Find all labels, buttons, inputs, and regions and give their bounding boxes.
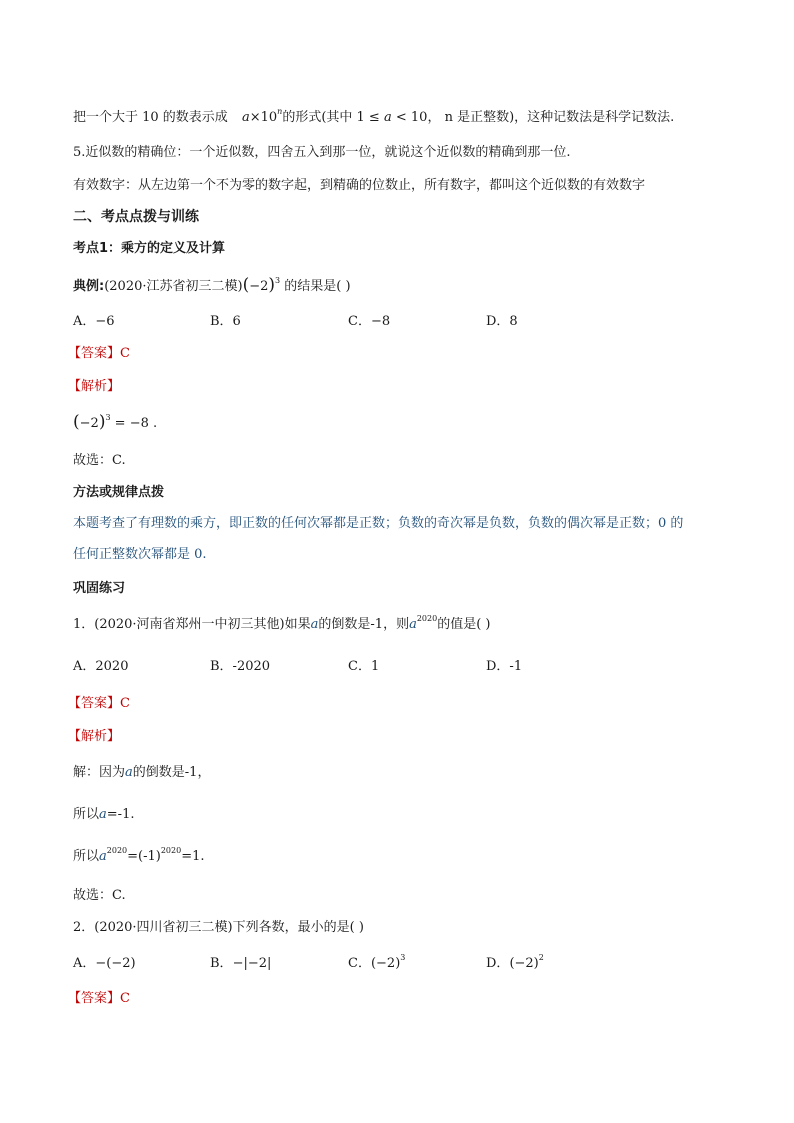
- sci-formula-times: ×10: [249, 110, 278, 125]
- q1-suffix: 的值是( ): [437, 617, 491, 632]
- solution-exp: 3: [105, 413, 111, 422]
- q2-option-c-base: (−2): [370, 956, 401, 971]
- q1-sol3-mid: =(-1): [127, 849, 161, 864]
- q1-sol3-exp2: 2020: [160, 846, 182, 855]
- sci-range: [357, 110, 428, 125]
- practice-title: 巩固练习: [73, 581, 126, 596]
- q1-sol2-suffix: =-1.: [106, 807, 135, 822]
- q1-solution-line3: [73, 848, 205, 866]
- section2-title: 二、考点点拨与训练: [73, 209, 199, 225]
- example-answer: 【答案】C: [68, 346, 130, 361]
- example-analysis-label: 【解析】: [68, 379, 121, 394]
- example-option-d: D．8: [486, 314, 518, 329]
- sci-range-right: < 10: [395, 110, 428, 125]
- q1-sol3-suffix: =1.: [181, 849, 205, 864]
- q2-option-b-expr: −|−2|: [232, 956, 272, 971]
- q1-answer: 【答案】C: [68, 696, 130, 711]
- example-source: (2020·江苏省初三二模): [104, 279, 243, 294]
- q1-a2: a: [409, 617, 417, 632]
- sci-formula: [241, 107, 283, 125]
- q1-analysis-label: 【解析】: [68, 729, 121, 744]
- sci-range-a: a: [383, 110, 392, 125]
- q1-sol1-prefix: 解：因为: [73, 765, 126, 780]
- sigfig-line: 有效数字：从左边第一个不为零的数字起，到精确的位数止，所有数字，都叫这个近似数的有效数字: [73, 178, 646, 193]
- example-option-b: B．6: [210, 314, 241, 329]
- example-expr-open: (: [242, 275, 250, 295]
- example-question: [73, 276, 351, 296]
- example-label: 典例:: [73, 279, 105, 294]
- method-line2: 任何正整数次幂都是 0.: [73, 547, 207, 562]
- q2-option-a-expr: −(−2): [95, 956, 136, 971]
- q2-option-d-exp: 2: [538, 953, 544, 962]
- scientific-notation-line: [73, 109, 674, 127]
- q2-option-a: [73, 955, 136, 973]
- precision-line: 5.近似数的精确位：一个近似数，四舍五入到那一位，就说这个近似数的精确到那一位.: [73, 145, 571, 160]
- q2-option-d: [486, 955, 544, 973]
- q1-question: [73, 616, 490, 634]
- q1-option-a: A．2020: [73, 659, 129, 674]
- q2-option-b: [210, 955, 271, 973]
- example-solution: [73, 413, 157, 433]
- q1-mid: 的倒数是-1，则: [318, 617, 410, 632]
- solution-base: −2: [79, 416, 99, 431]
- q2-option-c-exp: 3: [400, 953, 406, 962]
- example-option-c: C．−8: [348, 314, 391, 329]
- q1-option-d: D．-1: [486, 659, 523, 674]
- sci-range-left: 1 ≤: [356, 110, 380, 125]
- q1-option-c: C．1: [348, 659, 380, 674]
- q1-sol2-a: a: [99, 807, 107, 822]
- q1-prefix: 1．(2020·河南省郑州一中初三其他)如果: [73, 617, 311, 632]
- q1-sol3-exp1: 2020: [106, 846, 128, 855]
- example-expr-close: ): [268, 275, 276, 295]
- example-conclusion: 故选：C.: [73, 453, 126, 468]
- q1-solution-line2: [73, 806, 134, 824]
- example-question-suffix: 的结果是( ): [280, 279, 351, 294]
- solution-close: ): [98, 412, 106, 432]
- q2-option-b-label: B．: [210, 956, 233, 971]
- q2-answer: 【答案】C: [68, 991, 130, 1006]
- example-expr-exp: 3: [275, 276, 281, 285]
- sci-suffix: ， n 是正整数)，这种记数法是科学记数法.: [427, 110, 675, 125]
- q1-sol3-prefix: 所以: [73, 849, 100, 864]
- q2-option-c-label: C．: [348, 956, 371, 971]
- q1-conclusion: 故选：C.: [73, 888, 126, 903]
- q1-sol1-suffix: 的倒数是-1，: [132, 765, 211, 780]
- q1-sol3-a: a: [99, 849, 107, 864]
- q2-option-d-label: D．: [486, 956, 510, 971]
- sci-mid: 的形式(其中: [282, 110, 353, 125]
- method-line1: 本题考查了有理数的乘方，即正数的任何次幂都是正数；负数的奇次幂是负数，负数的偶次幂是正数；0 的: [73, 516, 684, 531]
- q1-sol2-prefix: 所以: [73, 807, 100, 822]
- example-option-a: A．−6: [73, 314, 115, 329]
- sci-prefix: 把一个大于 10 的数表示成: [73, 110, 228, 125]
- solution-rest: = −8 .: [110, 416, 158, 431]
- q1-a1: a: [310, 617, 319, 632]
- q2-option-c: [348, 955, 405, 973]
- q1-exp: 2020: [416, 614, 438, 623]
- kp1-title: 考点1：乘方的定义及计算: [73, 241, 226, 256]
- sci-formula-a: a: [241, 110, 250, 125]
- q1-sol1-a: a: [125, 765, 133, 780]
- q2-option-a-label: A．: [73, 956, 96, 971]
- solution-open: (: [73, 412, 80, 432]
- sci-formula-exp: n: [277, 107, 283, 116]
- q2-question: 2．(2020·四川省初三二模)下列各数，最小的是( ): [73, 920, 364, 935]
- q1-solution-line1: [73, 764, 210, 782]
- method-title: 方法或规律点拨: [73, 485, 165, 500]
- q1-option-b: B．-2020: [210, 659, 271, 674]
- q2-option-d-base: (−2): [509, 956, 539, 971]
- example-expr-base: −2: [249, 279, 269, 294]
